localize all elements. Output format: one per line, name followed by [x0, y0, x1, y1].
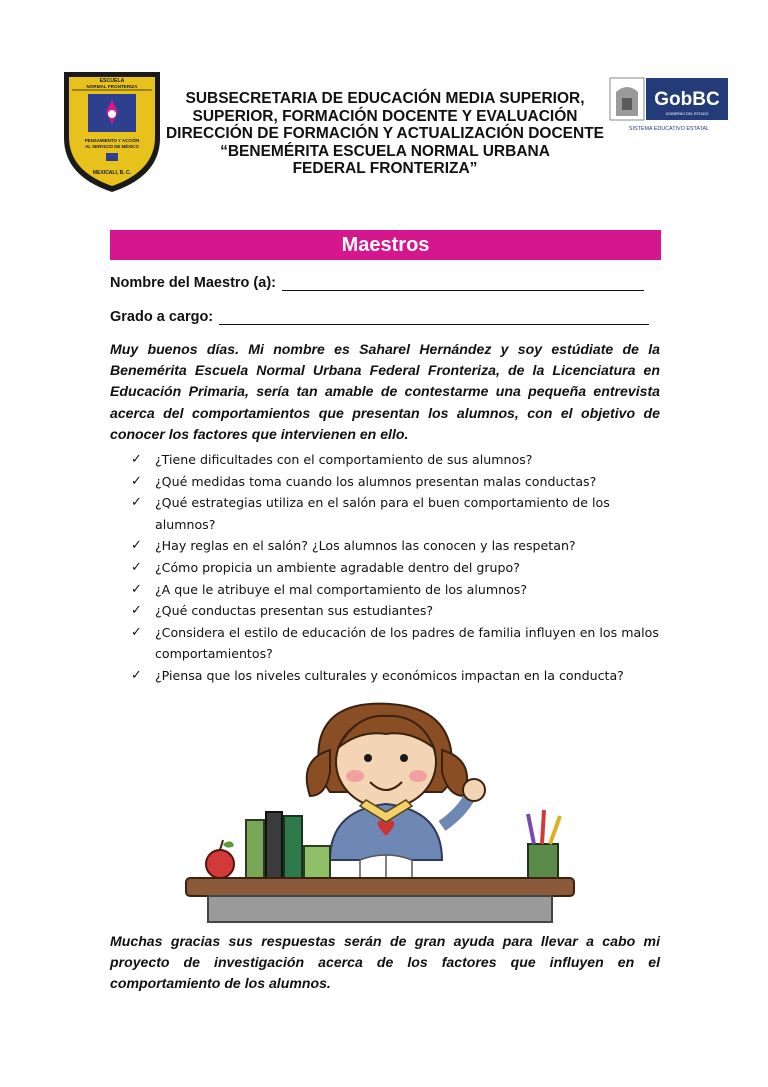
outro-line: comportamiento de los alumnos.	[110, 975, 331, 992]
shield-motto-1: PENSAMIENTO Y ACCIÓN	[84, 138, 140, 143]
school-shield-logo	[60, 68, 164, 196]
question-text: ¿Qué conductas presentan sus estudiantes?	[155, 603, 434, 619]
question-item	[128, 579, 673, 601]
gobbc-tagline: SISTEMA EDUCATIVO ESTATAL	[628, 126, 710, 132]
institution-header	[160, 90, 610, 178]
shield-top-text-2: NORMAL FRONTERIZA	[86, 84, 138, 89]
gobbc-logo	[608, 76, 730, 134]
shield-top-text: ESCUELA	[99, 78, 125, 84]
grade-blank[interactable]	[219, 310, 649, 325]
grade-label: Grado a cargo:	[110, 309, 214, 325]
question-item	[128, 535, 673, 557]
question-text: ¿A que le atribuye el mal comportamiento de los alumnos?	[155, 581, 528, 597]
question-text: ¿Qué estrategias utiliza en el salón para el buen comportamiento de los	[155, 495, 610, 511]
checkmark-icon: ✓	[131, 473, 142, 489]
header-line: DIRECCIÓN DE FORMACIÓN Y ACTUALIZACIÓN DOCENTE	[165, 125, 605, 142]
question-item	[128, 471, 673, 493]
question-text: ¿Cómo propicia un ambiente agradable dentro del grupo?	[155, 559, 520, 575]
question-item	[128, 492, 673, 535]
closing-paragraph	[110, 931, 660, 995]
header-line: SUBSECRETARIA DE EDUCACIÓN MEDIA SUPERIOR,	[185, 90, 585, 107]
intro-line: Muy buenos días. Mi nombre es Saharel Hernández y soy estúdiate de la	[110, 341, 660, 357]
checkmark-icon: ✓	[131, 624, 142, 640]
question-item	[128, 600, 673, 622]
question-text: ¿Tiene dificultades con el comportamiento de sus alumnos?	[155, 452, 533, 467]
question-text: ¿Qué medidas toma cuando los alumnos presentan malas conductas?	[155, 473, 597, 489]
header-line: “BENEMÉRITA ESCUELA NORMAL URBANA	[220, 142, 550, 160]
question-text: ¿Considera el estilo de educación de los padres de familia influyen en los malos	[155, 624, 659, 640]
question-text: ¿Hay reglas en el salón? ¿Los alumnos las conocen y las respetan?	[155, 538, 576, 554]
student-at-desk-illustration	[180, 700, 580, 930]
intro-line: Educación Primaria, sería tan amable de contestarme una pequeña entrevista	[110, 383, 660, 400]
intro-line: acerca del comportamientos que presentan los alumnos, con el objetivo de	[110, 404, 660, 421]
checkmark-icon: ✓	[131, 581, 142, 597]
section-banner: Maestros	[110, 230, 661, 260]
teacher-name-label: Nombre del Maestro (a):	[110, 275, 276, 291]
question-item	[128, 449, 673, 471]
checkmark-icon: ✓	[131, 559, 142, 575]
question-text-cont: alumnos?	[155, 516, 216, 532]
outro-line: proyecto de investigación acerca de los factores que influyen en el	[110, 954, 660, 971]
intro-paragraph	[110, 339, 660, 445]
checkmark-icon: ✓	[131, 603, 142, 619]
header-line: FEDERAL FRONTERIZA”	[292, 160, 478, 177]
shield-motto-2: AL SERVICIO DE MÉXICO	[85, 144, 139, 149]
teacher-name-field	[110, 275, 644, 291]
teacher-name-blank[interactable]	[282, 276, 644, 291]
question-list	[128, 449, 673, 687]
header-line: SUPERIOR, FORMACIÓN DOCENTE Y EVALUACIÓN	[192, 107, 578, 125]
checkmark-icon: ✓	[131, 667, 142, 683]
question-text-cont: comportamientos?	[155, 646, 273, 662]
gobbc-small: GOBIERNO DEL ESTADO	[665, 112, 709, 116]
intro-line: conocer los factores que intervienen en ello.	[110, 425, 409, 442]
question-item	[128, 622, 673, 665]
question-item	[128, 557, 673, 579]
outro-line: Muchas gracias sus respuestas serán de gran ayuda para llevar a cabo mi	[110, 933, 660, 949]
shield-bottom-text: MEXICALI, B. C.	[92, 170, 132, 176]
question-text: ¿Piensa que los niveles culturales y económicos impactan en la conducta?	[155, 667, 624, 683]
checkmark-icon: ✓	[131, 495, 142, 511]
question-item	[128, 665, 673, 687]
checkmark-icon: ✓	[131, 538, 142, 554]
checkmark-icon: ✓	[131, 452, 142, 467]
intro-line: Benemérita Escuela Normal Urbana Federal Fronteriza, de la Licenciatura en	[110, 362, 660, 379]
grade-field	[110, 309, 649, 325]
gobbc-brand: GobBC	[654, 89, 720, 110]
